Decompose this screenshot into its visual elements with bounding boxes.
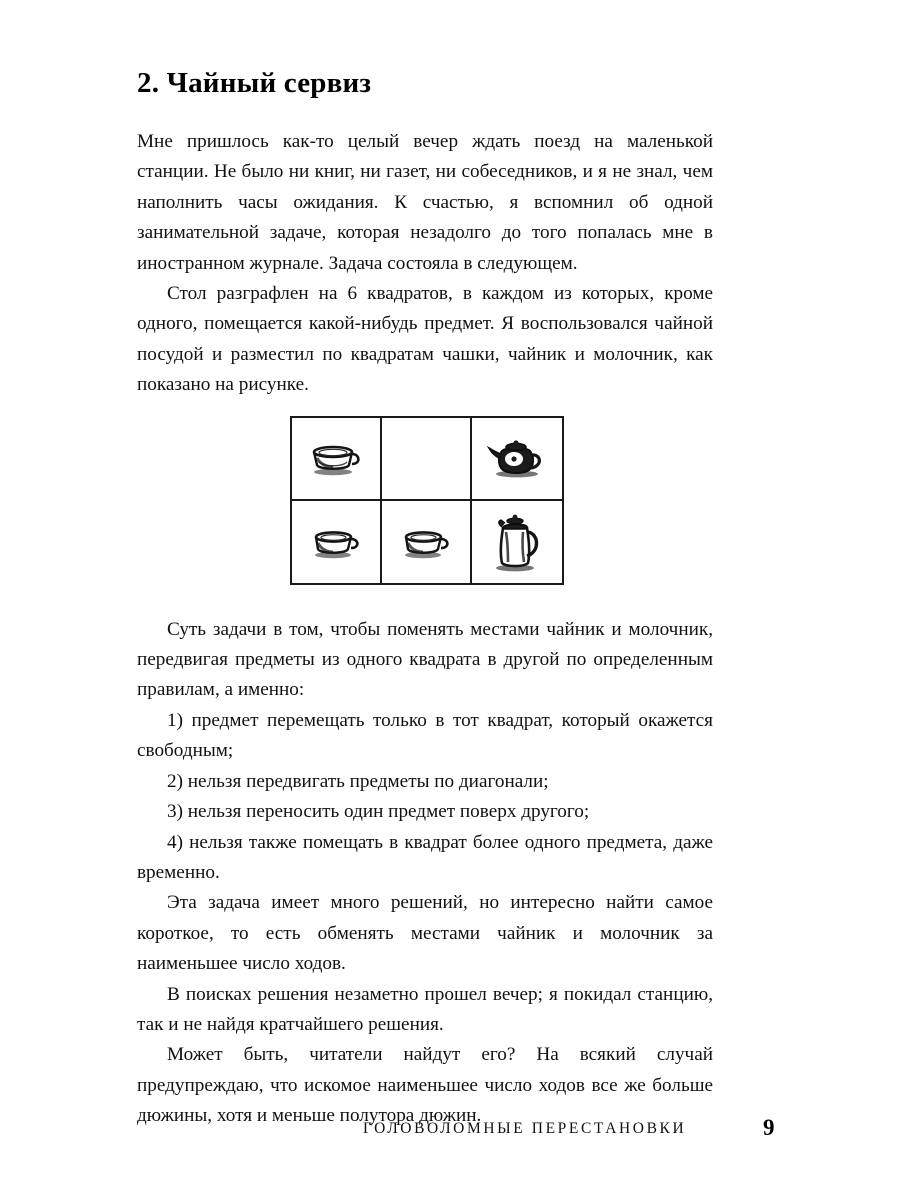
rule-item-3: 3) нельзя переносить один предмет поверх другого; <box>167 801 590 823</box>
grid-cell-row1-col2-empty <box>382 418 472 501</box>
page-title: 2. Чайный сервиз <box>137 67 372 99</box>
grid-cell-row2-col3 <box>472 501 562 584</box>
paragraph-hint: Может быть, читатели найдут его? На всякий случай предупреждаю, что искомое наименьшее число ходов все же больше дюжины, хотя и меньше полутора дюжин. <box>137 1044 713 1127</box>
rule-item-2: 2) нельзя передвигать предметы по диагонали; <box>167 770 549 792</box>
figure-grid <box>290 416 564 585</box>
tea-service-figure <box>290 416 564 585</box>
teacup-icon <box>399 522 453 562</box>
paragraph-goal: Суть задачи в том, чтобы поменять местами чайник и молочник, передвигая предметы из одного квадрата в другой по определенным правилам, а именно: <box>137 618 713 701</box>
teacup-icon <box>307 438 365 478</box>
teapot-icon <box>485 435 549 481</box>
paragraph-shortest: Эта задача имеет много решений, но интересно найти самое короткое, то есть обменять местами чайник и молочник за наименьшее число ходов. <box>137 892 713 975</box>
rule-item-4: 4) нельзя также помещать в квадрат более одного предмета, даже временно. <box>137 831 713 883</box>
paragraph-intro: Мне пришлось как-то целый вечер ждать поезд на маленькой станции. Не было ни книг, ни газет, ни собеседников, и я не знал, чем наполнить часы ожидания. К счастью, я вспомнил об одной занимательной задаче, которая незадолго до того попалась мне в иностранном журнале. Задача состояла в следующем. <box>137 131 713 274</box>
teacup-icon <box>309 522 363 562</box>
milk-jug-icon <box>489 510 545 574</box>
paragraph-evening: В поисках решения незаметно прошел вечер; я покидал станцию, так и не найдя кратчайшего решения. <box>137 983 713 1035</box>
paragraph-setup: Стол разграфлен на 6 квадратов, в каждом из которых, кроме одного, помещается какой-нибудь предмет. Я воспользовался чайной посудой и разместил по квадратам чашки, чайник и молочник, как показано на рисунке. <box>137 283 713 396</box>
running-head: ГОЛОВОЛОМНЫЕ ПЕРЕСТАНОВКИ <box>363 1120 687 1137</box>
grid-cell-row1-col3 <box>472 418 562 501</box>
grid-cell-row2-col1 <box>292 501 382 584</box>
page-footer <box>137 1115 777 1148</box>
grid-cell-row2-col2 <box>382 501 472 584</box>
rule-item-1: 1) предмет перемещать только в тот квадрат, который окажется свободным; <box>137 709 713 762</box>
grid-cell-row1-col1 <box>292 418 382 501</box>
page-number: 9 <box>763 1115 775 1140</box>
